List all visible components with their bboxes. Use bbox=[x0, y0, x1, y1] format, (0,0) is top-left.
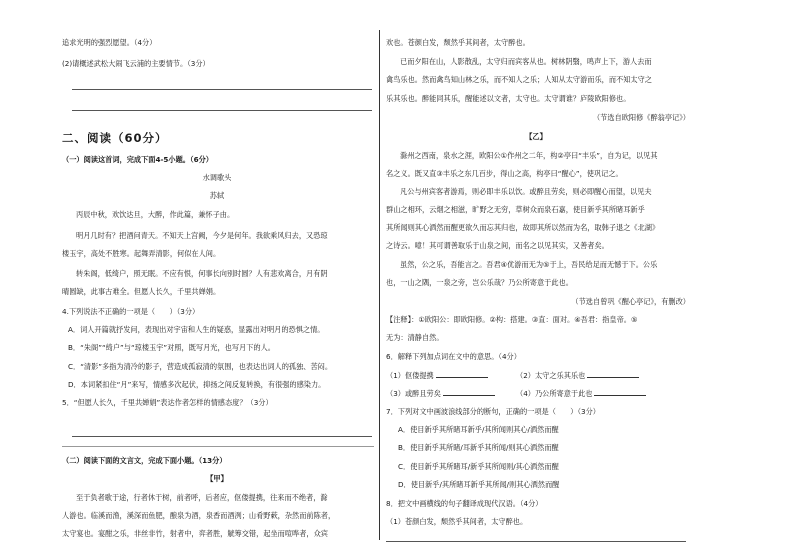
q6-item-3 bbox=[386, 387, 495, 400]
answer-line[interactable] bbox=[386, 541, 686, 542]
column-divider bbox=[379, 30, 380, 540]
yi-text-line: 凡公与州宾客者游焉，则必即丰乐以饮。或醉且劳矣，则必即醒心而望，以见夫 bbox=[400, 187, 652, 196]
yi-text-line: 虽然，公之乐，吾能言之。吾君④优游而无为⑤于上，吾民给足而无憾于下。公乐 bbox=[400, 260, 658, 269]
poem-line: 转朱阁，低绮户，照无眠。不应有恨，何事长向别时圆？人有悲欢离合，月有阴 bbox=[76, 269, 328, 278]
jia-text-line: 乐其乐也。醉能同其乐，醒能述以文者，太守也。太守谓谁？庐陵欧阳修也。 bbox=[386, 94, 631, 103]
question-5: 5．“但愿人长久，千里共婵娟”表达作者怎样的情感态度？（3分） bbox=[62, 398, 273, 407]
q6-item-4 bbox=[516, 387, 646, 400]
q4-option-b[interactable]: B．“朱阁”“绮户”与“琼楼玉宇”对照，既写月光，也写月下的人。 bbox=[68, 343, 275, 352]
q7-option-d[interactable]: D．使目新乎/其所睹耳新乎其所闻/则其心洒然而醒 bbox=[398, 480, 560, 489]
yi-source: （节选自曾巩《醒心亭记》，有删改） bbox=[571, 297, 690, 306]
notes-line: 无为：清静自然。 bbox=[386, 333, 444, 342]
jia-text-line: 禽鸟乐也。然而禽鸟知山林之乐，而不知人之乐；人知从太守游而乐，而不知太守之 bbox=[386, 75, 652, 84]
question-2-prompt: (2)请概述武松大闹飞云浦的主要情节。（3分） bbox=[62, 59, 210, 68]
q6-answer-blank[interactable] bbox=[587, 369, 639, 378]
poem-line: 明月几时有？把酒问青天。不知天上宫阙，今夕是何年。我欲乘风归去，又恐琼 bbox=[76, 231, 328, 240]
question-8: 8．把文中画横线的句子翻译成现代汉语。（4分） bbox=[386, 499, 543, 508]
left-column bbox=[62, 0, 374, 560]
q6-item-1 bbox=[386, 369, 488, 382]
poem-title: 水调歌头 bbox=[202, 173, 232, 182]
poem-author: 苏轼 bbox=[209, 191, 225, 200]
jia-source: （节选自欧阳修《醉翁亭记》） bbox=[592, 113, 690, 122]
poem-line: 晴圆缺，此事古难全。但愿人长久，千里共婵娟。 bbox=[62, 287, 221, 296]
answer-line bbox=[72, 89, 372, 90]
poem-line: 楼玉宇，高处不胜寒。起舞弄清影，何似在人间。 bbox=[62, 249, 221, 258]
question-4: 4.下列说法不正确的一项是（ ）（3分） bbox=[62, 307, 200, 316]
notes-line: 【注释】：①欧阳公：即欧阳修。②构：搭建。③直：面对。④吾君：指皇帝。⑤ bbox=[386, 315, 638, 324]
question-tail-text: 追求光明的强烈愿望。（4分） bbox=[62, 38, 157, 47]
q6-answer-blank[interactable] bbox=[436, 369, 488, 378]
jia-text-line: 欢也。苍颜白发，颓然乎其间者，太守醉也。 bbox=[386, 38, 530, 47]
part2-intro: （二）阅读下面的文言文，完成下面小题。（13分） bbox=[62, 456, 227, 465]
q6-item-label: （2）太守之乐其乐也 bbox=[516, 371, 586, 380]
yi-text-line: 滁州之西南，泉水之涯，欧阳公①作州之二年，构②亭曰“丰乐”，自为记，以见其 bbox=[400, 151, 658, 160]
q7-option-a[interactable]: A．使目新乎其所睹耳新乎/其所闻则其心/洒然而醒 bbox=[398, 425, 559, 434]
question-6: 6．解释下列加点词在文中的意思。（4分） bbox=[386, 352, 521, 361]
section-title: 二、阅读（60分） bbox=[62, 131, 168, 145]
q6-item-label: （4）乃公所寄意于此也 bbox=[516, 389, 593, 398]
q4-option-c[interactable]: C．“清影”多指为清冷的影子，营造成孤寂清的氛围，也表达出词人的孤独、苦闷。 bbox=[68, 362, 333, 371]
answer-line bbox=[72, 110, 372, 111]
jia-text-line: 人游也。临溪而渔，溪深而鱼肥，酿泉为酒，泉香而酒洌；山肴野蔌，杂然而前陈者， bbox=[62, 511, 336, 520]
jia-label: 【甲】 bbox=[206, 474, 228, 483]
q7-option-c[interactable]: C．使目新乎其所睹耳/新乎其所闻则/其心洒然而醒 bbox=[398, 462, 559, 471]
yi-text-line: 群山之相环，云烟之相滋，旷野之无穷，草树众而泉石嘉，使目新乎其所睹耳新乎 bbox=[386, 205, 645, 214]
jia-text-line: 太守宴也。宴酣之乐，非丝非竹，射者中，弈者胜，觥筹交错，起坐而喧哗者，众宾 bbox=[62, 529, 328, 538]
yi-text-line: 其所闻则其心洒然而醒更欲久而忘其归也，故即其所以然而为名，取韩子退之《北湖》 bbox=[386, 223, 660, 232]
right-column bbox=[386, 0, 690, 560]
answer-line bbox=[72, 436, 372, 437]
yi-text-line: 之诗云。噫！其可谓善取乐于山泉之间，而名之以见其实，又善者矣。 bbox=[386, 241, 609, 250]
part1-intro: （一）阅读这首词，完成下面4-5小题。（6分） bbox=[62, 155, 213, 164]
q4-option-a[interactable]: A．词人开篇就抒发问，表现出对宇宙和人生的疑惑，显露出对明月的恐惧之情。 bbox=[68, 325, 325, 334]
q6-item-label: （1）伛偻提携 bbox=[386, 371, 434, 380]
q6-answer-blank[interactable] bbox=[443, 387, 495, 396]
jia-text-line: 至于负者歌于途，行者休于树，前者呼，后者应，伛偻提携，往来而不绝者，滁 bbox=[76, 493, 328, 502]
jia-text-line: 已而夕阳在山，人影散乱，太守归而宾客从也。树林阴翳，鸣声上下，游人去而 bbox=[400, 57, 652, 66]
question-7: 7．下列对文中画波浪线部分的断句，正确的一项是（ ）（3分） bbox=[386, 407, 600, 416]
q6-answer-blank[interactable] bbox=[594, 387, 646, 396]
yi-label: 【乙】 bbox=[525, 132, 547, 141]
q7-option-b[interactable]: B．使目新乎其所睹/耳新乎其所闻/则其心洒然而醒 bbox=[398, 443, 559, 452]
q8-item-1: （1）苍颜白发，颓然乎其间者，太守醉也。 bbox=[386, 517, 528, 526]
poem-preface: 丙辰中秋，欢饮达旦，大醉，作此篇，兼怀子由。 bbox=[76, 210, 235, 219]
yi-text-line: 也，一山之隅，一泉之旁，岂公乐哉？乃公所寄意于此也。 bbox=[386, 278, 573, 287]
yi-text-line: 名之义。既又直③丰乐之东几百步，得山之高，构亭曰“醒心”，使巩记之。 bbox=[386, 169, 623, 178]
q4-option-d[interactable]: D．本词紧扣住“月”来写，情感多次起伏，抑扬之间反复转换，有很强的感染力。 bbox=[68, 380, 326, 389]
q6-item-2 bbox=[516, 369, 639, 382]
part-separator bbox=[62, 446, 374, 447]
q6-item-label: （3）或醉且劳矣 bbox=[386, 389, 441, 398]
